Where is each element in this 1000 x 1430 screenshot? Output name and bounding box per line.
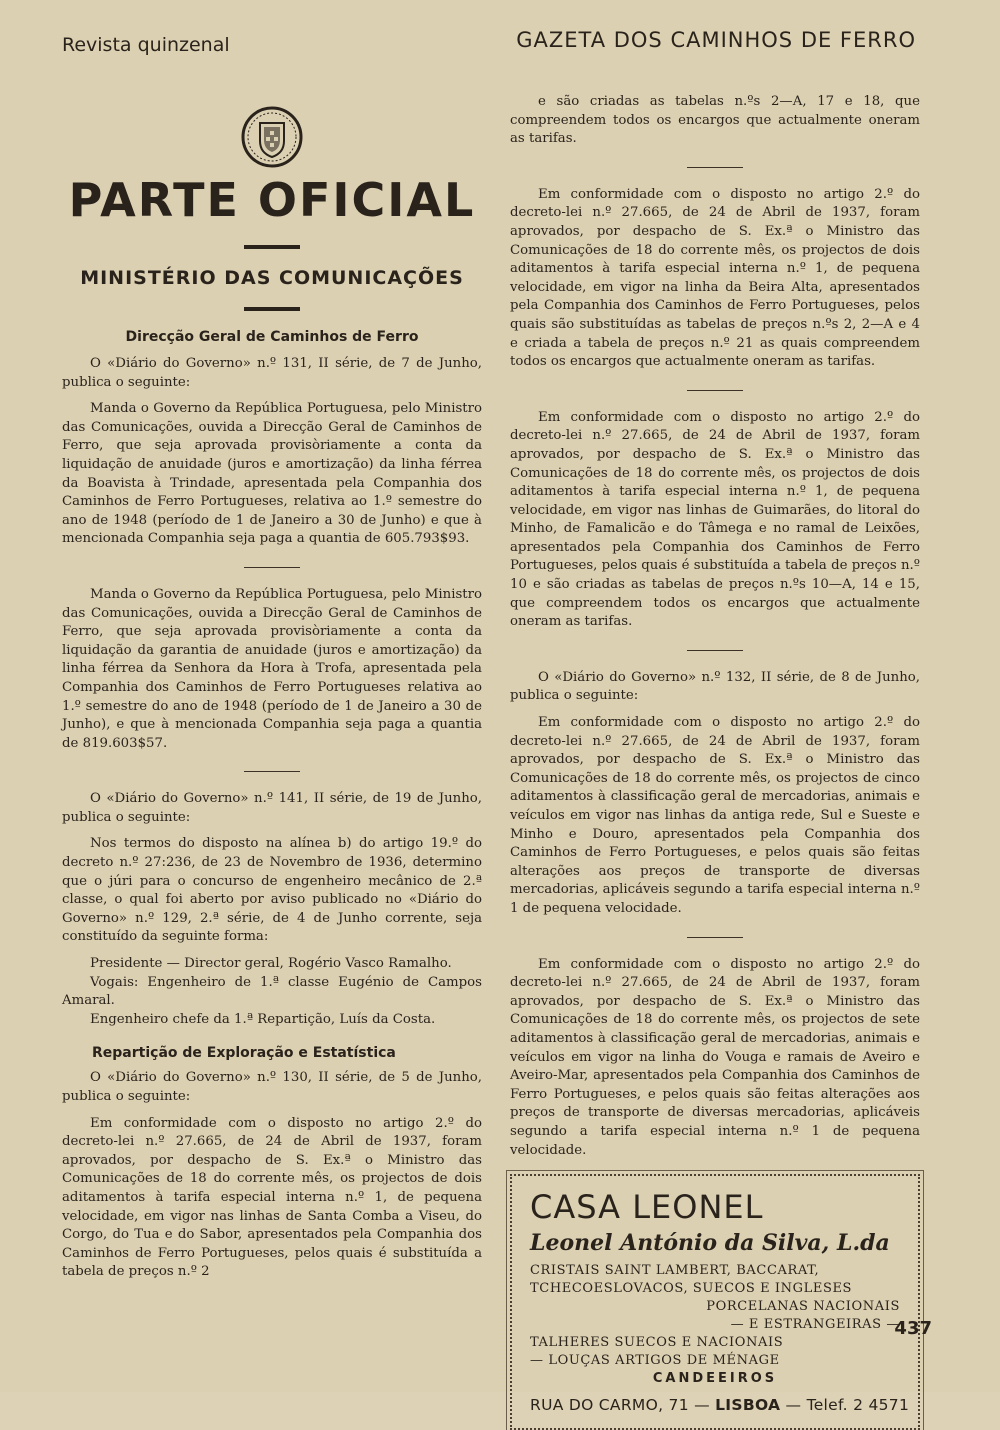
section-heading-direccao: Direcção Geral de Caminhos de Ferro	[125, 329, 419, 345]
coat-of-arms-icon	[240, 105, 304, 169]
ad-line: TCHECOESLOVACOS, SUECOS E INGLESES	[530, 1281, 853, 1297]
header-left: Revista quinzenal	[62, 34, 230, 56]
ad-line: — E ESTRANGEIRAS —	[730, 1317, 900, 1333]
ad-line: CANDEEIROS	[652, 1371, 778, 1387]
paragraph: O «Diário do Governo» n.º 130, II série, de 5 de Junho, publica o seguinte:	[62, 1070, 482, 1104]
paragraph: e são criadas as tabelas n.ºs 2—A, 17 e 18, que compreendem todos os encargos que actualmente oneram as tarifas.	[510, 94, 920, 147]
right-column	[510, 93, 920, 1430]
paragraph: O «Diário do Governo» n.º 132, II série, de 8 de Junho, publica o seguinte:	[510, 669, 920, 704]
jury-member: Vogais: Engenheiro de 1.ª classe Eugénio de Campos Amaral.	[62, 974, 482, 1009]
ad-line: PORCELANAS NACIONAIS	[706, 1299, 900, 1315]
paragraph: Manda o Governo da República Portuguesa, pelo Ministro das Comunicações, ouvida a Direcção Geral de Caminhos de Ferro, que seja aprovada provisòriamente a conta da liquidação da garantia de anuidade (juros e amortização) da linha férrea da Senhora da Hora à Trofa, apresentada pela Companhia dos Caminhos de Ferro Portugueses relativa ao 1.º semestre do ano de 1948 (período de 1 de Janeiro a 30 de Junho), e que à mencionada Companhia seja paga a quantia de 819.603$57.	[62, 586, 482, 751]
ad-line: CRISTAIS SAINT LAMBERT, BACCARAT,	[530, 1263, 820, 1279]
paragraph: Manda o Governo da República Portuguesa, pelo Ministro das Comunicações, ouvida a Direcção Geral de Caminhos de Ferro, que seja aprovada provisòriamente a conta da liquidação de anuidade (juros e amortização) da linha férrea da Boavista à Trindade, apresentada pela Companhia dos Caminhos de Ferro Portugueses, relativa ao 1.º semestre do ano de 1948 (período de 1 de Janeiro a 30 de Junho) e que à mencionada Companhia seja paga a quantia de 605.793$93.	[62, 401, 482, 547]
paragraph: O «Diário do Governo» n.º 131, II série, de 7 de Junho, publica o seguinte:	[62, 356, 482, 390]
separator	[687, 167, 743, 168]
section-heading-reparticao: Repartição de Exploração e Estatística	[92, 1045, 396, 1062]
page-title: PARTE OFICIAL	[68, 173, 476, 227]
jury-member: Presidente — Director geral, Rogério Vasco Ramalho.	[90, 956, 452, 972]
separator	[687, 390, 743, 391]
separator	[687, 650, 743, 651]
title-divider	[244, 245, 300, 249]
ministry-divider	[244, 307, 300, 311]
ministry-heading: MINISTÉRIO DAS COMUNICAÇÕES	[80, 267, 464, 289]
paragraph: Em conformidade com o disposto no artigo 2.º do decreto-lei n.º 27.665, de 24 de Abril de 1937, foram aprovados, por despacho de S. Ex.ª o Ministro das Comunicações de 18 do corrente mês, os projectos de dois aditamentos à tarifa especial interna n.º 1, de pequena velocidade, em vigor nas linhas de Guimarães, do litoral do Minho, de Famalicão e do Tâmega e no ramal de Leixões, apresentados pela Companhia dos Caminhos de Ferro Portugueses, pelos quais é substituída a tabela de preços n.º 10 e são criadas as tabelas de preços n.ºs 10—A, 14 e 15, que compreendem todos os encargos que actualmente oneram as tarifas.	[510, 409, 920, 630]
paragraph: Em conformidade com o disposto no artigo 2.º do decreto-lei n.º 27.665, de 24 de Abril de 1937, foram aprovados, por despacho de S. Ex.ª o Ministro das Comunicações de 18 do corrente mês, os projectos de sete aditamentos à classificação geral de mercadorias, animais e veículos em vigor na linha do Vouga e ramais de Aveiro e Aveiro-Mar, apresentados pela Companhia dos Caminhos de Ferro Portugueses, e pelos quais são feitas alterações aos preços de transporte de diversas mercadorias, aplicáveis segundo a tarifa especial interna n.º 1 de pequena velocidade.	[510, 956, 920, 1158]
ad-phone: — Telef. 2 4571	[785, 1396, 910, 1415]
separator	[244, 771, 300, 772]
ad-city: LISBOA	[715, 1396, 781, 1415]
jury-member: Engenheiro chefe da 1.ª Repartição, Luís da Costa.	[90, 1011, 436, 1027]
paragraph: Nos termos do disposto na alínea b) do artigo 19.º do decreto n.º 27:236, de 23 de Novembro de 1936, determino que o júri para o concurso de engenheiro mecânico de 2.ª classe, o qual foi aberto por aviso publicado no «Diário do Governo» n.º 129, 2.ª série, de 4 de Junho corrente, seja constituído da seguinte forma:	[62, 836, 482, 945]
paragraph: O «Diário do Governo» n.º 141, II série, de 19 de Junho, publica o seguinte:	[62, 791, 482, 825]
separator	[687, 937, 743, 938]
page-number: 437	[894, 1318, 932, 1339]
ad-line: — LOUÇAS ARTIGOS DE MÉNAGE	[530, 1353, 780, 1369]
paragraph: Em conformidade com o disposto no artigo 2.º do decreto-lei n.º 27.665, de 24 de Abril de 1937, foram aprovados, por despacho de S. Ex.ª o Ministro das Comunicações de 18 do corrente mês, os projectos de dois aditamentos à tarifa especial interna n.º 1, de pequena velocidade, em vigor nas linhas de Santa Comba a Viseu, do Corgo, do Tua e do Sabor, apresentados pela Companhia dos Caminhos de Ferro Portugueses, pelos quais é substituída a tabela de preços n.º 2	[62, 1115, 482, 1280]
ad-owner-name: Leonel António da Silva, L.da	[530, 1230, 890, 1257]
ad-address	[530, 1396, 910, 1415]
paragraph: Em conformidade com o disposto no artigo 2.º do decreto-lei n.º 27.665, de 24 de Abril de 1937, foram aprovados, por despacho de S. Ex.ª o Ministro das Comunicações de 18 do corrente mês, os projectos de dois aditamentos à tarifa especial interna n.º 1, de pequena velocidade, em vigor na linha da Beira Alta, apresentados pela Companhia dos Caminhos de Ferro Portugueses, pelos quais são substituídas as tabelas de preços n.ºs 2, 2—A e 4 e criada a tabela de preços n.º 21 as quais compreendem todos os encargos que actualmente oneram as tarifas.	[510, 186, 920, 370]
ad-line: TALHERES SUECOS E NACIONAIS	[530, 1335, 784, 1351]
paragraph: Em conformidade com o disposto no artigo 2.º do decreto-lei n.º 27.665, de 24 de Abril de 1937, foram aprovados, por despacho de S. Ex.ª o Ministro das Comunicações de 18 do corrente mês, os projectos de cinco aditamentos à classificação geral de mercadorias, animais e veículos em vigor nas linhas da antiga rede, Sul e Sueste e Minho e Douro, apresentados pela Companhia dos Caminhos de Ferro Portugueses, e pelos quais são feitas alterações aos preços de transporte de diversas mercadorias, aplicáveis segundo a tarifa especial interna n.º 1 de pequena velocidade.	[510, 715, 920, 916]
header-right: GAZETA DOS CAMINHOS DE FERRO	[516, 28, 916, 52]
ad-street: RUA DO CARMO, 71 —	[530, 1396, 710, 1415]
separator	[244, 567, 300, 568]
ad-business-name: CASA LEONEL	[530, 1188, 764, 1227]
left-column	[62, 95, 482, 1290]
